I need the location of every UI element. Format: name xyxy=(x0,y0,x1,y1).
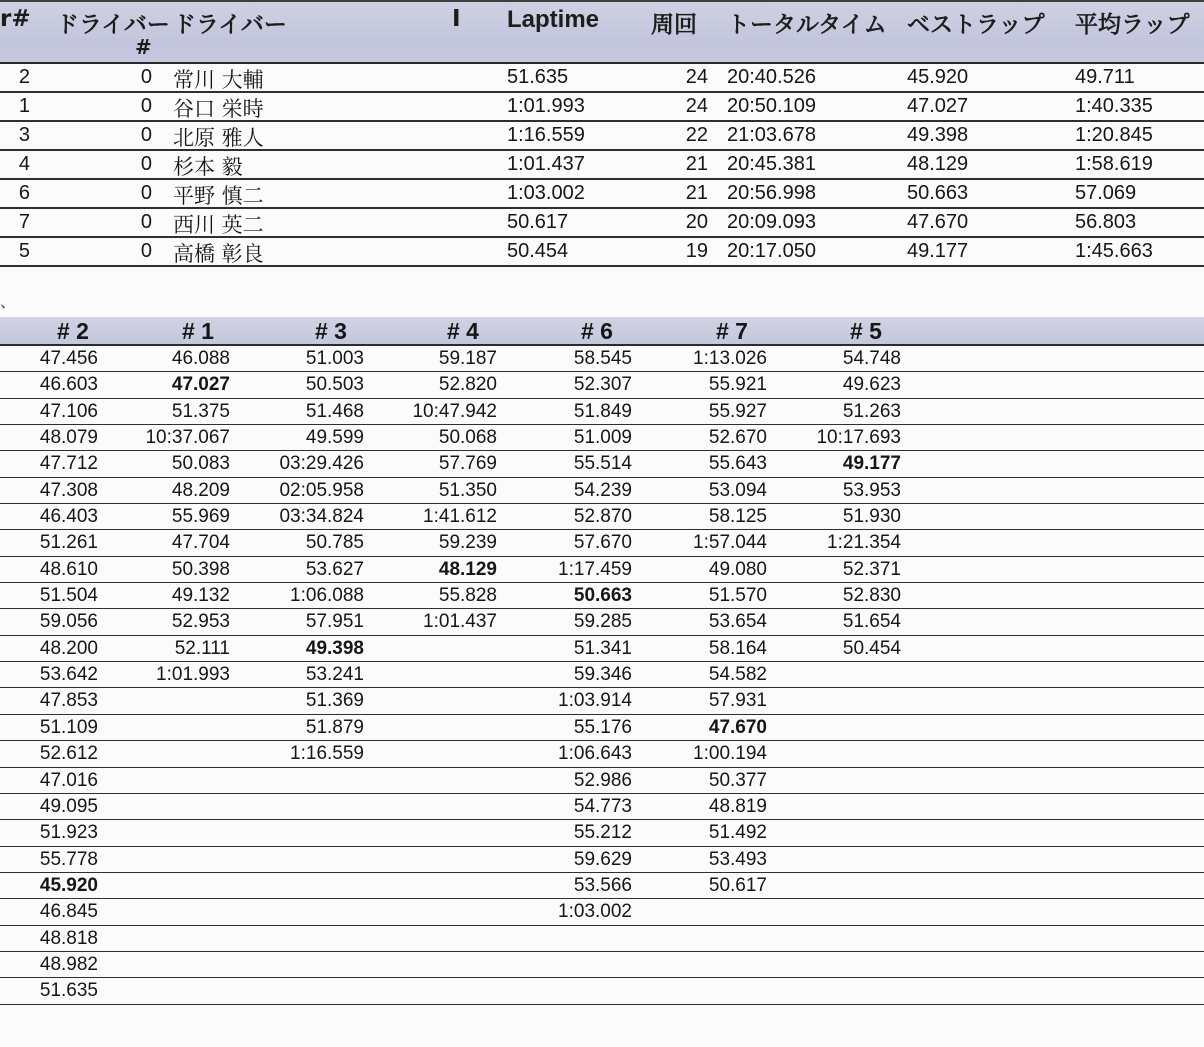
lap-time: 1:01.993 xyxy=(156,664,230,686)
header-best-lap: ベストラップ xyxy=(907,12,1045,38)
table-row xyxy=(0,151,1204,180)
lap-time: 48.200 xyxy=(39,637,98,659)
lap-time: 10:37.067 xyxy=(145,427,230,449)
lap-time: 53.627 xyxy=(305,558,364,580)
cell-laps: 24 xyxy=(685,95,708,117)
lap-time: 50.068 xyxy=(438,427,497,449)
lap-column-header: # 6 xyxy=(581,318,613,344)
lap-time: 55.514 xyxy=(573,453,632,475)
cell-avg-lap: 49.711 xyxy=(1075,66,1135,88)
cell-total-time: 20:40.526 xyxy=(727,66,816,88)
lap-time: 52.670 xyxy=(708,427,767,449)
lap-time: 51.468 xyxy=(305,400,364,422)
cell-best-lap: 48.129 xyxy=(907,153,969,175)
cell-car-no: 6 xyxy=(18,182,30,204)
lap-row xyxy=(0,899,1204,925)
lap-time: 48.079 xyxy=(39,427,98,449)
lap-time: 48.982 xyxy=(39,953,98,975)
lap-time: 55.212 xyxy=(573,822,632,844)
cell-laps: 24 xyxy=(685,66,708,88)
lap-column-header: # 4 xyxy=(447,318,479,344)
lap-time: 52.830 xyxy=(842,585,901,607)
results-table xyxy=(0,0,1204,267)
cell-laptime: 1:16.559 xyxy=(507,124,585,146)
cell-driver-no: 0 xyxy=(140,211,152,233)
lap-row xyxy=(0,583,1204,609)
header-laps: 周回 xyxy=(651,12,697,38)
lap-time: 46.088 xyxy=(171,348,230,369)
table-row xyxy=(0,122,1204,151)
table-row xyxy=(0,209,1204,238)
lap-time: 52.371 xyxy=(842,558,901,580)
lap-time: 02:05.958 xyxy=(279,479,364,501)
lap-column-header: # 3 xyxy=(315,318,347,344)
lap-time: 51.369 xyxy=(305,690,364,712)
lap-time: 51.341 xyxy=(573,637,632,659)
cell-laps: 22 xyxy=(685,124,708,146)
lap-time-best: 50.663 xyxy=(573,585,632,607)
lap-time: 55.927 xyxy=(708,400,767,422)
lap-row xyxy=(0,609,1204,635)
lap-time: 46.845 xyxy=(39,901,98,923)
lap-time: 58.164 xyxy=(708,637,767,659)
cell-laptime: 1:01.993 xyxy=(507,95,585,117)
lap-time: 58.545 xyxy=(573,348,632,369)
lap-row xyxy=(0,399,1204,425)
cell-best-lap: 49.398 xyxy=(907,124,969,146)
lap-row xyxy=(0,768,1204,794)
lap-time: 1:13.026 xyxy=(693,348,767,369)
lap-time: 46.403 xyxy=(39,506,98,528)
cell-driver: 谷口 栄時 xyxy=(173,97,264,121)
lap-time-best: 48.129 xyxy=(438,558,497,580)
lap-time: 51.635 xyxy=(39,980,98,1002)
header-driver-no-hash: # xyxy=(135,35,152,59)
lap-time: 49.623 xyxy=(842,374,901,396)
lap-time: 51.492 xyxy=(708,822,767,844)
lap-time: 47.704 xyxy=(171,532,230,554)
lap-time: 1:00.194 xyxy=(693,743,767,765)
header-interval: I xyxy=(452,6,461,32)
lap-time: 1:06.643 xyxy=(558,743,632,765)
lap-time: 03:29.426 xyxy=(279,453,364,475)
lap-time: 50.377 xyxy=(708,769,767,791)
lap-time: 50.617 xyxy=(708,874,767,896)
lap-time: 59.285 xyxy=(573,611,632,633)
cell-best-lap: 50.663 xyxy=(907,182,969,204)
lap-grid-body xyxy=(0,346,1204,1005)
lap-column-header: # 7 xyxy=(716,318,748,344)
header-driver-no: ドライバー xyxy=(56,12,170,38)
lap-time: 54.239 xyxy=(573,479,632,501)
cell-car-no: 2 xyxy=(18,66,30,88)
lap-time: 48.819 xyxy=(708,795,767,817)
results-header xyxy=(0,0,1204,64)
cell-driver-no: 0 xyxy=(140,66,152,88)
lap-time: 1:57.044 xyxy=(693,532,767,554)
lap-time: 55.969 xyxy=(171,506,230,528)
lap-time: 03:34.824 xyxy=(279,506,364,528)
lap-time: 48.818 xyxy=(39,927,98,949)
cell-driver: 高橋 彰良 xyxy=(173,242,264,266)
lap-time: 57.769 xyxy=(438,453,497,475)
lap-time: 51.879 xyxy=(305,716,364,738)
lap-column-header: # 5 xyxy=(850,318,882,344)
lap-time: 1:06.088 xyxy=(290,585,364,607)
cell-car-no: 5 xyxy=(18,240,30,262)
lap-time: 59.239 xyxy=(438,532,497,554)
cell-best-lap: 47.027 xyxy=(907,95,969,117)
lap-row xyxy=(0,557,1204,583)
cell-total-time: 20:56.998 xyxy=(727,182,816,204)
cell-car-no: 7 xyxy=(18,211,30,233)
lap-time: 47.016 xyxy=(39,769,98,791)
cell-driver-no: 0 xyxy=(140,95,152,117)
lap-row xyxy=(0,926,1204,952)
lap-time: 51.009 xyxy=(573,427,632,449)
lap-time: 55.643 xyxy=(708,453,767,475)
lap-time-best: 49.398 xyxy=(305,637,364,659)
lap-time: 50.785 xyxy=(305,532,364,554)
lap-time: 52.986 xyxy=(573,769,632,791)
lap-time: 57.951 xyxy=(305,611,364,633)
lap-time: 51.263 xyxy=(842,400,901,422)
cell-laps: 19 xyxy=(685,240,708,262)
cell-total-time: 20:17.050 xyxy=(727,240,816,262)
lap-grid-header xyxy=(0,317,1204,346)
cell-laps: 21 xyxy=(685,153,708,175)
cell-laps: 20 xyxy=(685,211,708,233)
lap-row xyxy=(0,952,1204,978)
lap-time: 47.456 xyxy=(39,348,98,369)
lap-time: 1:17.459 xyxy=(558,558,632,580)
cell-car-no: 3 xyxy=(18,124,30,146)
lap-time: 52.111 xyxy=(174,637,230,659)
lap-time: 52.307 xyxy=(573,374,632,396)
header-laptime: Laptime xyxy=(507,6,600,33)
cell-best-lap: 45.920 xyxy=(907,66,969,88)
lap-time-best: 45.920 xyxy=(39,874,98,896)
lap-time: 51.849 xyxy=(573,400,632,422)
lap-time: 49.599 xyxy=(305,427,364,449)
header-driver: ドライバー xyxy=(173,12,287,38)
lap-time: 52.870 xyxy=(573,506,632,528)
lap-time: 51.923 xyxy=(39,822,98,844)
lap-time: 50.083 xyxy=(171,453,230,475)
header-total-time: トータルタイム xyxy=(727,12,887,38)
lap-time: 58.125 xyxy=(708,506,767,528)
cell-laptime: 50.617 xyxy=(507,211,569,233)
cell-car-no: 4 xyxy=(18,153,30,175)
lap-time: 54.582 xyxy=(708,664,767,686)
lap-row xyxy=(0,425,1204,451)
lap-time: 59.629 xyxy=(573,848,632,870)
cell-avg-lap: 1:45.663 xyxy=(1075,240,1153,262)
lap-column-header: # 2 xyxy=(57,318,89,344)
cell-avg-lap: 1:40.335 xyxy=(1075,95,1153,117)
lap-time: 53.953 xyxy=(842,479,901,501)
lap-time: 53.241 xyxy=(305,664,364,686)
lap-time: 47.106 xyxy=(39,400,98,422)
lap-time: 46.603 xyxy=(39,374,98,396)
cell-total-time: 20:45.381 xyxy=(727,153,816,175)
lap-time: 55.176 xyxy=(573,716,632,738)
cell-driver: 平野 慎二 xyxy=(173,184,264,208)
cell-total-time: 21:03.678 xyxy=(727,124,816,146)
lap-time: 1:41.612 xyxy=(423,506,497,528)
lap-time-best: 47.027 xyxy=(171,374,230,396)
cell-car-no: 1 xyxy=(18,95,30,117)
lap-time: 50.398 xyxy=(171,558,230,580)
lap-time: 51.504 xyxy=(39,585,98,607)
lap-time: 1:03.914 xyxy=(558,690,632,712)
lap-time: 53.094 xyxy=(708,479,767,501)
header-car-no: r# xyxy=(0,6,31,32)
lap-row xyxy=(0,372,1204,398)
lap-time: 51.375 xyxy=(171,400,230,422)
lap-time: 51.109 xyxy=(39,716,98,738)
lap-row xyxy=(0,688,1204,714)
lap-time: 47.308 xyxy=(39,479,98,501)
lap-time: 47.712 xyxy=(39,453,98,475)
table-row xyxy=(0,180,1204,209)
cell-laptime: 50.454 xyxy=(507,240,569,262)
cell-avg-lap: 57.069 xyxy=(1075,182,1137,204)
lap-time: 54.773 xyxy=(573,795,632,817)
lap-row xyxy=(0,741,1204,767)
cell-laptime: 51.635 xyxy=(507,66,569,88)
lap-time: 51.261 xyxy=(39,532,98,554)
cell-driver: 常川 大輔 xyxy=(173,68,264,92)
section-mark: 、 xyxy=(0,294,17,311)
cell-avg-lap: 1:58.619 xyxy=(1075,153,1153,175)
lap-row xyxy=(0,794,1204,820)
lap-column-header: # 1 xyxy=(182,318,214,344)
lap-row xyxy=(0,715,1204,741)
lap-time: 1:16.559 xyxy=(290,743,364,765)
lap-row xyxy=(0,504,1204,530)
lap-time: 47.853 xyxy=(39,690,98,712)
lap-time: 52.612 xyxy=(39,743,98,765)
lap-times-grid xyxy=(0,317,1204,1005)
lap-time: 48.610 xyxy=(39,558,98,580)
cell-laptime: 1:01.437 xyxy=(507,153,585,175)
lap-row xyxy=(0,346,1204,372)
cell-driver-no: 0 xyxy=(140,124,152,146)
lap-time: 10:47.942 xyxy=(412,400,497,422)
lap-time: 51.350 xyxy=(438,479,497,501)
cell-best-lap: 47.670 xyxy=(907,211,969,233)
lap-row xyxy=(0,978,1204,1004)
lap-time: 48.209 xyxy=(171,479,230,501)
cell-laps: 21 xyxy=(685,182,708,204)
cell-driver-no: 0 xyxy=(140,153,152,175)
lap-time: 50.503 xyxy=(305,374,364,396)
lap-time: 1:03.002 xyxy=(558,901,632,923)
lap-row xyxy=(0,530,1204,556)
lap-time: 51.570 xyxy=(708,585,767,607)
lap-time: 53.566 xyxy=(573,874,632,896)
lap-time: 51.654 xyxy=(842,611,901,633)
lap-time: 51.930 xyxy=(842,506,901,528)
cell-avg-lap: 1:20.845 xyxy=(1075,124,1153,146)
table-row xyxy=(0,238,1204,267)
lap-time: 55.828 xyxy=(438,585,497,607)
cell-driver: 西川 英二 xyxy=(173,213,264,237)
lap-time: 59.346 xyxy=(573,664,632,686)
lap-time: 55.921 xyxy=(708,374,767,396)
lap-time: 50.454 xyxy=(842,637,901,659)
lap-time: 53.493 xyxy=(708,848,767,870)
lap-time: 59.056 xyxy=(39,611,98,633)
cell-driver: 北原 雅人 xyxy=(173,126,264,150)
lap-time: 55.778 xyxy=(39,848,98,870)
cell-avg-lap: 56.803 xyxy=(1075,211,1137,233)
lap-time: 54.748 xyxy=(842,348,901,369)
lap-row xyxy=(0,847,1204,873)
cell-driver: 杉本 毅 xyxy=(173,155,243,179)
lap-time: 53.642 xyxy=(39,664,98,686)
lap-time: 10:17.693 xyxy=(816,427,901,449)
lap-time: 57.670 xyxy=(573,532,632,554)
lap-time: 52.820 xyxy=(438,374,497,396)
table-row xyxy=(0,64,1204,93)
lap-time: 52.953 xyxy=(171,611,230,633)
cell-driver-no: 0 xyxy=(140,182,152,204)
lap-time: 57.931 xyxy=(708,690,767,712)
lap-row xyxy=(0,478,1204,504)
lap-time: 53.654 xyxy=(708,611,767,633)
lap-time-best: 49.177 xyxy=(842,453,901,475)
lap-row xyxy=(0,820,1204,846)
lap-time: 1:01.437 xyxy=(423,611,497,633)
lap-row xyxy=(0,662,1204,688)
cell-laptime: 1:03.002 xyxy=(507,182,585,204)
lap-time: 59.187 xyxy=(438,348,497,369)
results-body xyxy=(0,64,1204,267)
cell-best-lap: 49.177 xyxy=(907,240,969,262)
lap-time: 49.132 xyxy=(171,585,230,607)
cell-total-time: 20:09.093 xyxy=(727,211,816,233)
lap-row xyxy=(0,451,1204,477)
lap-time: 49.080 xyxy=(708,558,767,580)
lap-time: 1:21.354 xyxy=(827,532,901,554)
lap-time: 49.095 xyxy=(39,795,98,817)
lap-time: 51.003 xyxy=(305,348,364,369)
header-avg-lap: 平均ラップ xyxy=(1075,12,1190,38)
lap-row xyxy=(0,636,1204,662)
lap-time-best: 47.670 xyxy=(708,716,767,738)
lap-row xyxy=(0,873,1204,899)
cell-driver-no: 0 xyxy=(140,240,152,262)
cell-total-time: 20:50.109 xyxy=(727,95,816,117)
table-row xyxy=(0,93,1204,122)
